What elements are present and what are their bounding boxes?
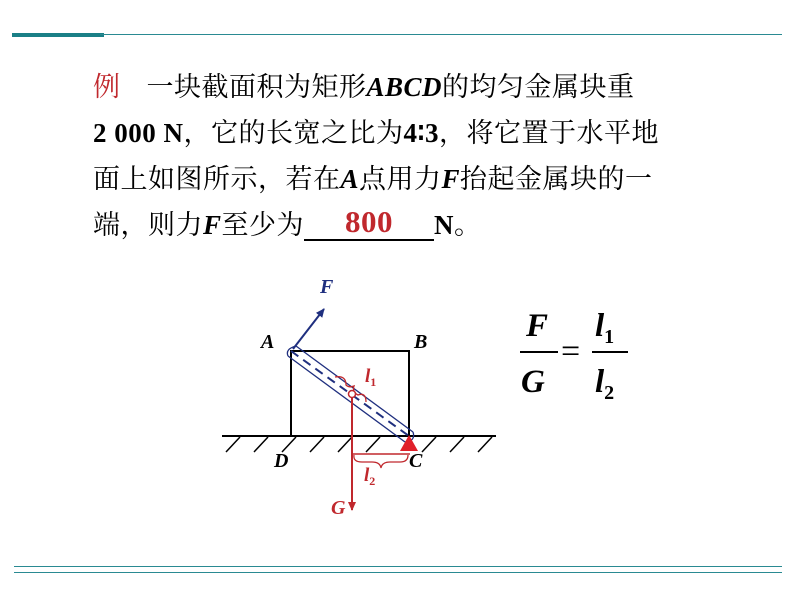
l2-brace: [354, 455, 408, 468]
ratio-value: 4∶3: [403, 118, 440, 148]
force-symbol: F: [441, 164, 461, 194]
label-d: D: [274, 450, 289, 472]
label-c: C: [409, 450, 423, 472]
text-run: 抬起金属块的一: [460, 164, 653, 195]
pivot-triangle: [400, 435, 418, 451]
label-f: F: [320, 276, 334, 298]
formula-num-left: F: [526, 308, 549, 344]
footer-rule-2: [14, 572, 782, 573]
text-run: 点用力: [359, 164, 442, 195]
unit-symbol: N: [434, 210, 455, 240]
label-b: B: [414, 331, 428, 353]
weight-value: 2 000 N: [93, 118, 184, 148]
text-run: 面上如图所示，若在: [93, 164, 341, 195]
force-symbol: F: [203, 210, 222, 240]
formula-equals: =: [561, 333, 581, 370]
text-run: 一块截面积为矩形: [146, 72, 367, 103]
footer-rule-1: [14, 566, 782, 567]
formula: [520, 308, 628, 404]
center-of-mass: [349, 391, 356, 398]
text-run: 至少为: [221, 210, 305, 241]
answer-blank: 800: [304, 205, 434, 241]
formula-den-right: $l_2$: [595, 364, 615, 404]
label-l1: $l_1$: [365, 366, 377, 389]
ground: [222, 436, 496, 452]
formula-den-left: G: [521, 364, 545, 400]
point-a-symbol: A: [340, 164, 360, 194]
formula-num-right: $l_1$: [595, 308, 615, 348]
label-l2: $l_2$: [364, 465, 376, 488]
label-g: G: [331, 497, 346, 519]
label-a: A: [261, 331, 275, 353]
force-arrow: [293, 309, 324, 349]
rect-name: ABCD: [366, 72, 443, 102]
text-run: 端，则力: [93, 210, 203, 241]
text-run: 。: [454, 210, 482, 241]
text-run: ，它的长宽之比为: [183, 118, 404, 149]
text-run: 的均匀金属块重: [442, 72, 635, 103]
l1-brace: [335, 377, 366, 402]
example-label: 例: [93, 72, 121, 103]
text-run: ，将它置于水平地: [439, 118, 660, 149]
